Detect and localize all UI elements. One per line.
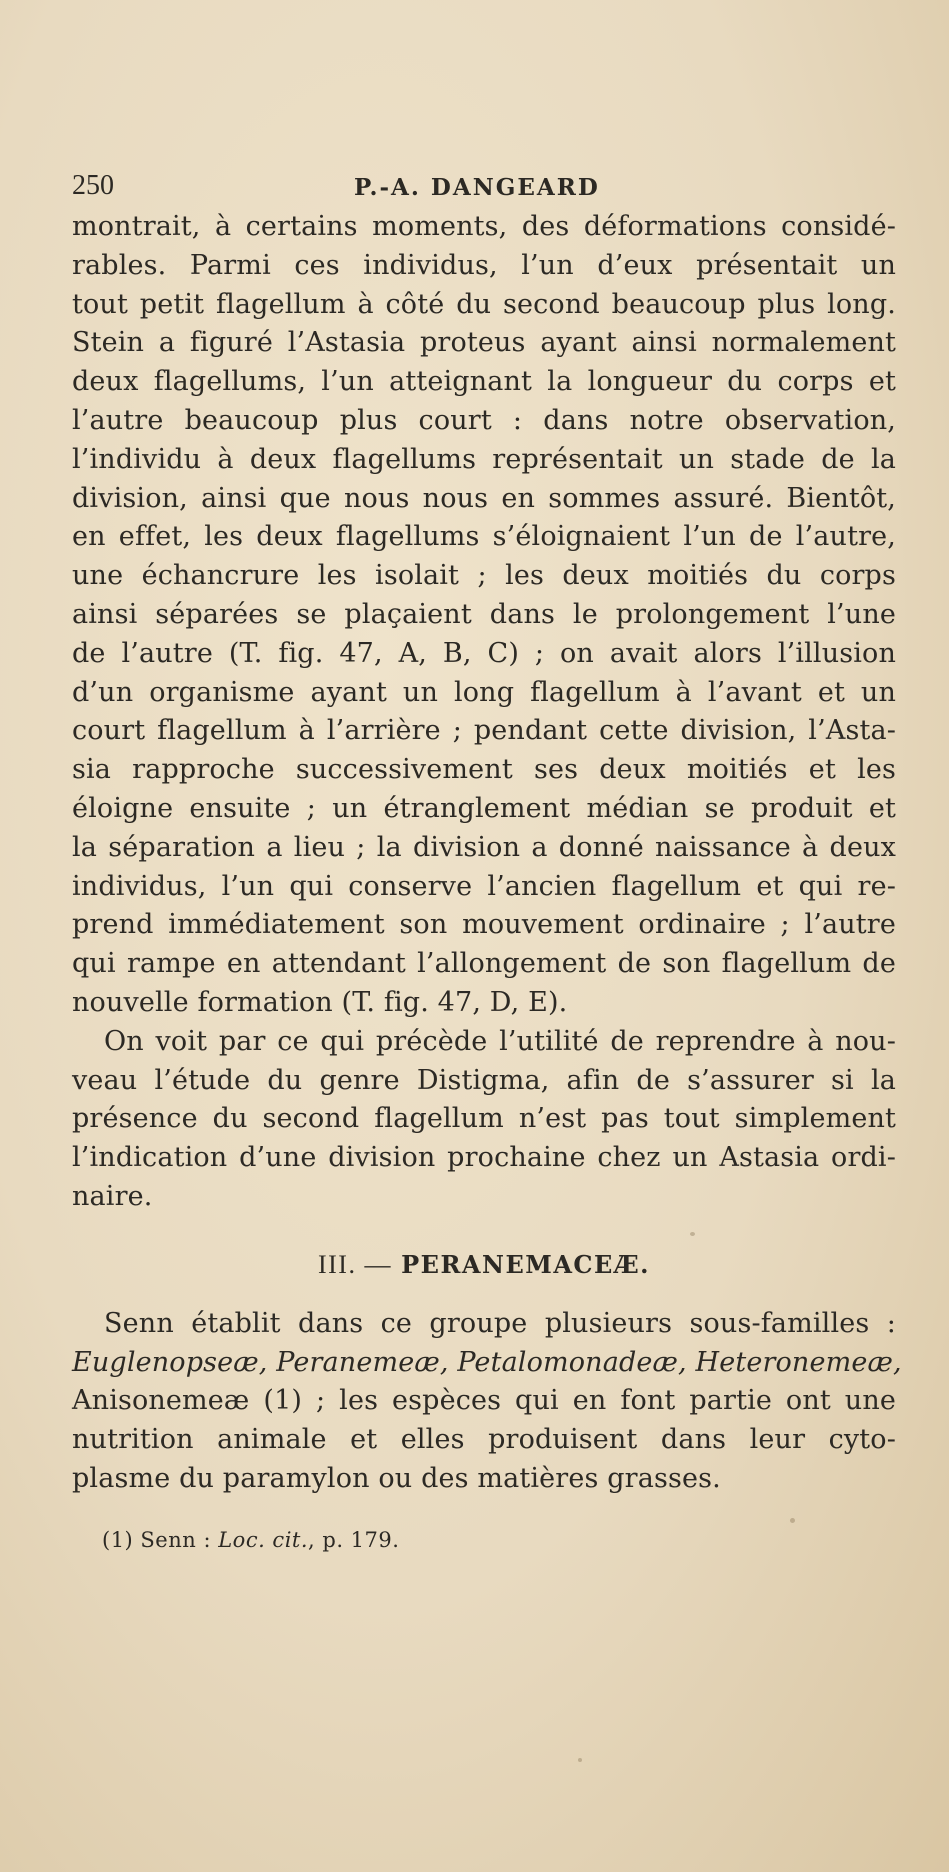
text-line: présence du second flagellum n’est pas tout simplement — [72, 1103, 896, 1135]
text-line: montrait, à certains moments, des déformations considé- — [72, 211, 896, 242]
text-line: rables. Parmi ces individus, l’un d’eux présentait un — [72, 249, 896, 281]
text-line: division, ainsi que nous nous en sommes assuré. Bientôt, — [72, 482, 896, 514]
paper-spot — [690, 1232, 695, 1236]
text-line: plasme du paramylon ou des matières grasses. — [72, 1462, 721, 1494]
text-line: deux flagellums, l’un atteignant la longueur du corps et — [72, 366, 896, 398]
text-line: en effet, les deux flagellums s’éloignaient l’un de l’autre, — [72, 521, 896, 553]
text-line: naire. — [72, 1180, 153, 1212]
text-line: de l’autre (T. fig. 47, A, B, C) ; on avait alors l’illusion — [72, 637, 896, 669]
text-line: Anisonemeæ (1) ; les espèces qui en font partie ont une — [72, 1385, 896, 1417]
text-line: qui rampe en attendant l’allongement de son flagellum de — [72, 948, 896, 980]
text-line: Stein a figuré l’Astasia proteus ayant ainsi normalement — [72, 327, 896, 359]
text-line: une échancrure les isolait ; les deux moitiés du corps — [72, 560, 896, 592]
paragraph-continued — [72, 208, 896, 1023]
running-head-author: P.-A. DANGEARD — [354, 174, 600, 201]
section-heading — [72, 1245, 896, 1285]
text-line: tout petit flagellum à côté du second beaucoup plus long. — [72, 288, 896, 320]
section-number: III. — — [317, 1249, 392, 1279]
text-line: nutrition animale et elles produisent dans leur cyto- — [72, 1424, 896, 1456]
text-line: sia rapproche successivement ses deux moitiés et les — [72, 754, 896, 786]
footnote-page: , p. 179. — [308, 1527, 400, 1552]
footnote-marker: (1) Senn : — [102, 1527, 212, 1552]
paper-spot — [790, 1518, 795, 1523]
paragraph-peranemaceae — [72, 1305, 902, 1499]
paper-spot — [578, 1758, 582, 1762]
text-line: ainsi séparées se plaçaient dans le prolongement l’une — [72, 598, 896, 630]
text-line: éloigne ensuite ; un étranglement médian se produit et — [72, 792, 896, 824]
text-line: l’indication d’une division prochaine chez un Astasia ordi- — [72, 1142, 896, 1174]
text-line: prend immédiatement son mouvement ordinaire ; l’autre — [72, 909, 896, 941]
text-line: Senn établit dans ce groupe plusieurs sous-familles : — [104, 1307, 896, 1339]
text-line: Euglenopseæ, Peranemeæ, Petalomonadeæ, Heteronemeæ, — [72, 1346, 902, 1378]
footnote-ref: Loc. cit. — [218, 1527, 309, 1552]
text-line: nouvelle formation (T. fig. 47, D, E). — [72, 986, 568, 1018]
section-title: PERANEMACEÆ. — [401, 1249, 651, 1279]
text-line: la séparation a lieu ; la division a donné naissance à deux — [72, 831, 896, 863]
paragraph-distigma — [72, 1023, 896, 1217]
text-line: l’autre beaucoup plus court : dans notre observation, — [72, 404, 896, 436]
text-line: individus, l’un qui conserve l’ancien flagellum et qui re- — [72, 870, 896, 902]
text-line: veau l’étude du genre Distigma, afin de s’assurer si la — [72, 1064, 896, 1096]
page-number: 250 — [72, 170, 114, 201]
running-head — [72, 168, 896, 208]
text-line: l’individu à deux flagellums représentait un stade de la — [72, 443, 896, 475]
text-line: d’un organisme ayant un long flagellum à l’avant et un — [72, 676, 896, 708]
text-line: On voit par ce qui précède l’utilité de reprendre à nou- — [104, 1025, 896, 1057]
text-line: court flagellum à l’arrière ; pendant cette division, l’Asta- — [72, 715, 896, 747]
page-content — [72, 168, 902, 1555]
footnote — [72, 1525, 896, 1555]
